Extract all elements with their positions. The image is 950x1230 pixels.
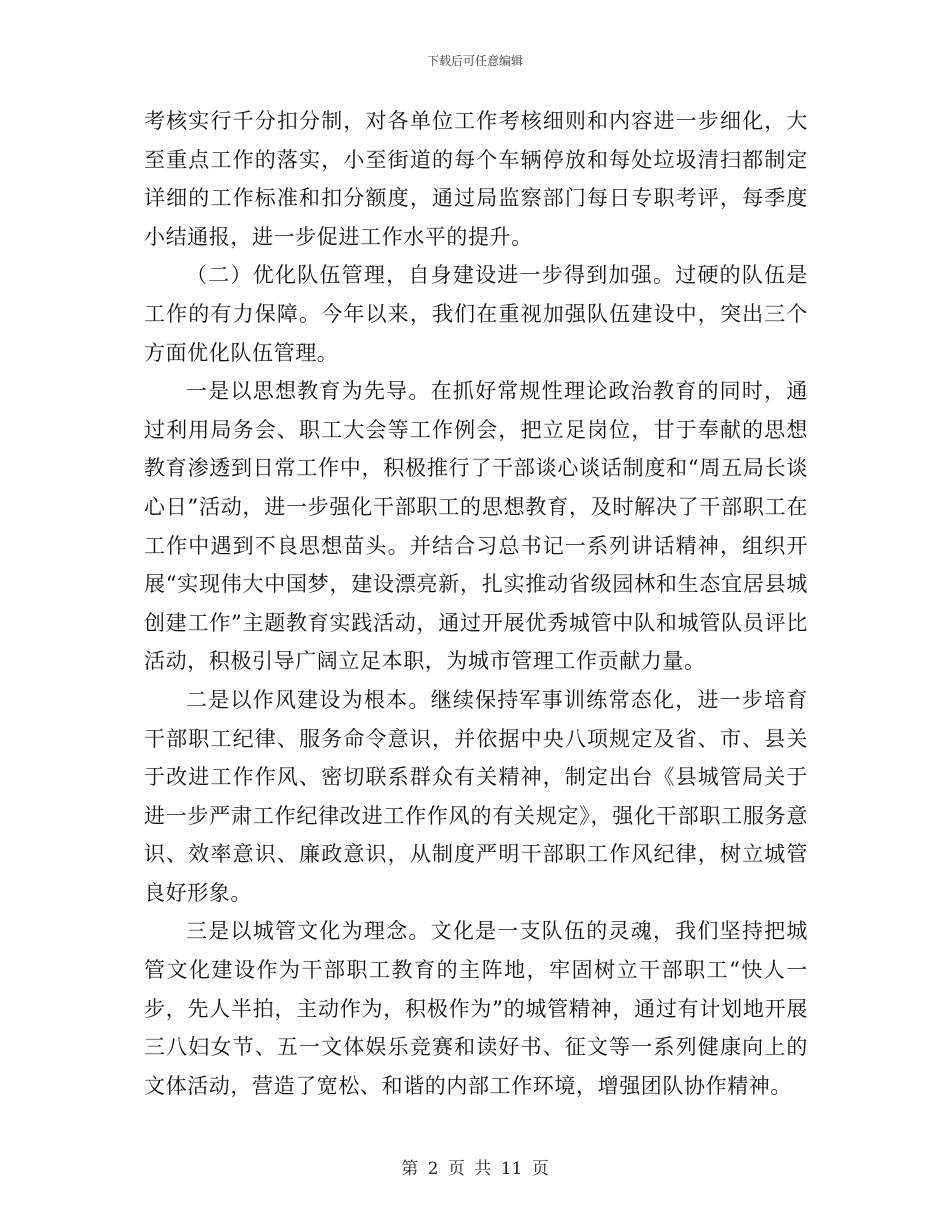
paragraph-2: （二）优化队伍管理，自身建设进一步得到加强。过硬的队伍是工作的有力保障。今年以来，我们在重视加强队伍建设中，突出三个方面优化队伍管理。 (144, 263, 808, 365)
paragraph-3: 一是以思想教育为先导。在抓好常规性理论政治教育的同时，通过利用局务会、职工大会等工作例会，把立足岗位，甘于奉献的思想教育渗透到日常工作中，积极推行了干部谈心谈话制度和“周五局长谈心日”活动，进一步强化干部职工的思想教育，及时解决了干部职工在工作中遇到不良思想苗头。并结合习总书记一系列讲话精神，组织开展“实现伟大中国梦，建设漂亮新，扎实推动省级园林和生态宜居县城创建工作”主题教育实践活动，通过开展优秀城管中队和城管队员评比活动，积极引导广阔立足本职，为城市管理工作贡献力量。 (144, 379, 808, 674)
paragraph-1: 考核实行千分扣分制，对各单位工作考核细则和内容进一步细化，大至重点工作的落实，小至街道的每个车辆停放和每处垃圾清扫都制定详细的工作标准和扣分额度，通过局监察部门每日专职考评，每季度小结通报，进一步促进工作水平的提升。 (144, 109, 808, 249)
paragraph-4: 二是以作风建设为根本。继续保持军事训练常态化，进一步培育干部职工纪律、服务命令意识，并依据中央八项规定及省、市、县关于改进工作作风、密切联系群众有关精神，制定出台《县城管局关于进一步严肃工作纪律改进工作作风的有关规定》，强化干部职工服务意识、效率意识、廉政意识，从制度严明干部职工作风纪律，树立城管良好形象。 (144, 687, 808, 905)
page-footer: 第 2 页 共 11 页 (401, 1159, 549, 1179)
document-body (144, 102, 808, 1105)
paragraph-5: 三是以城管文化为理念。文化是一支队伍的灵魂，我们坚持把城管文化建设作为干部职工教育的主阵地，牢固树立干部职工“快人一步，先人半拍，主动作为，积极作为”的城管精神，通过有计划地开展三八妇女节、五一文体娱乐竞赛和读好书、征文等一系列健康向上的文体活动，营造了宽松、和谐的内部工作环境，增强团队协作精神。 (144, 919, 808, 1098)
page-header: 下载后可任意编辑 (426, 54, 523, 68)
